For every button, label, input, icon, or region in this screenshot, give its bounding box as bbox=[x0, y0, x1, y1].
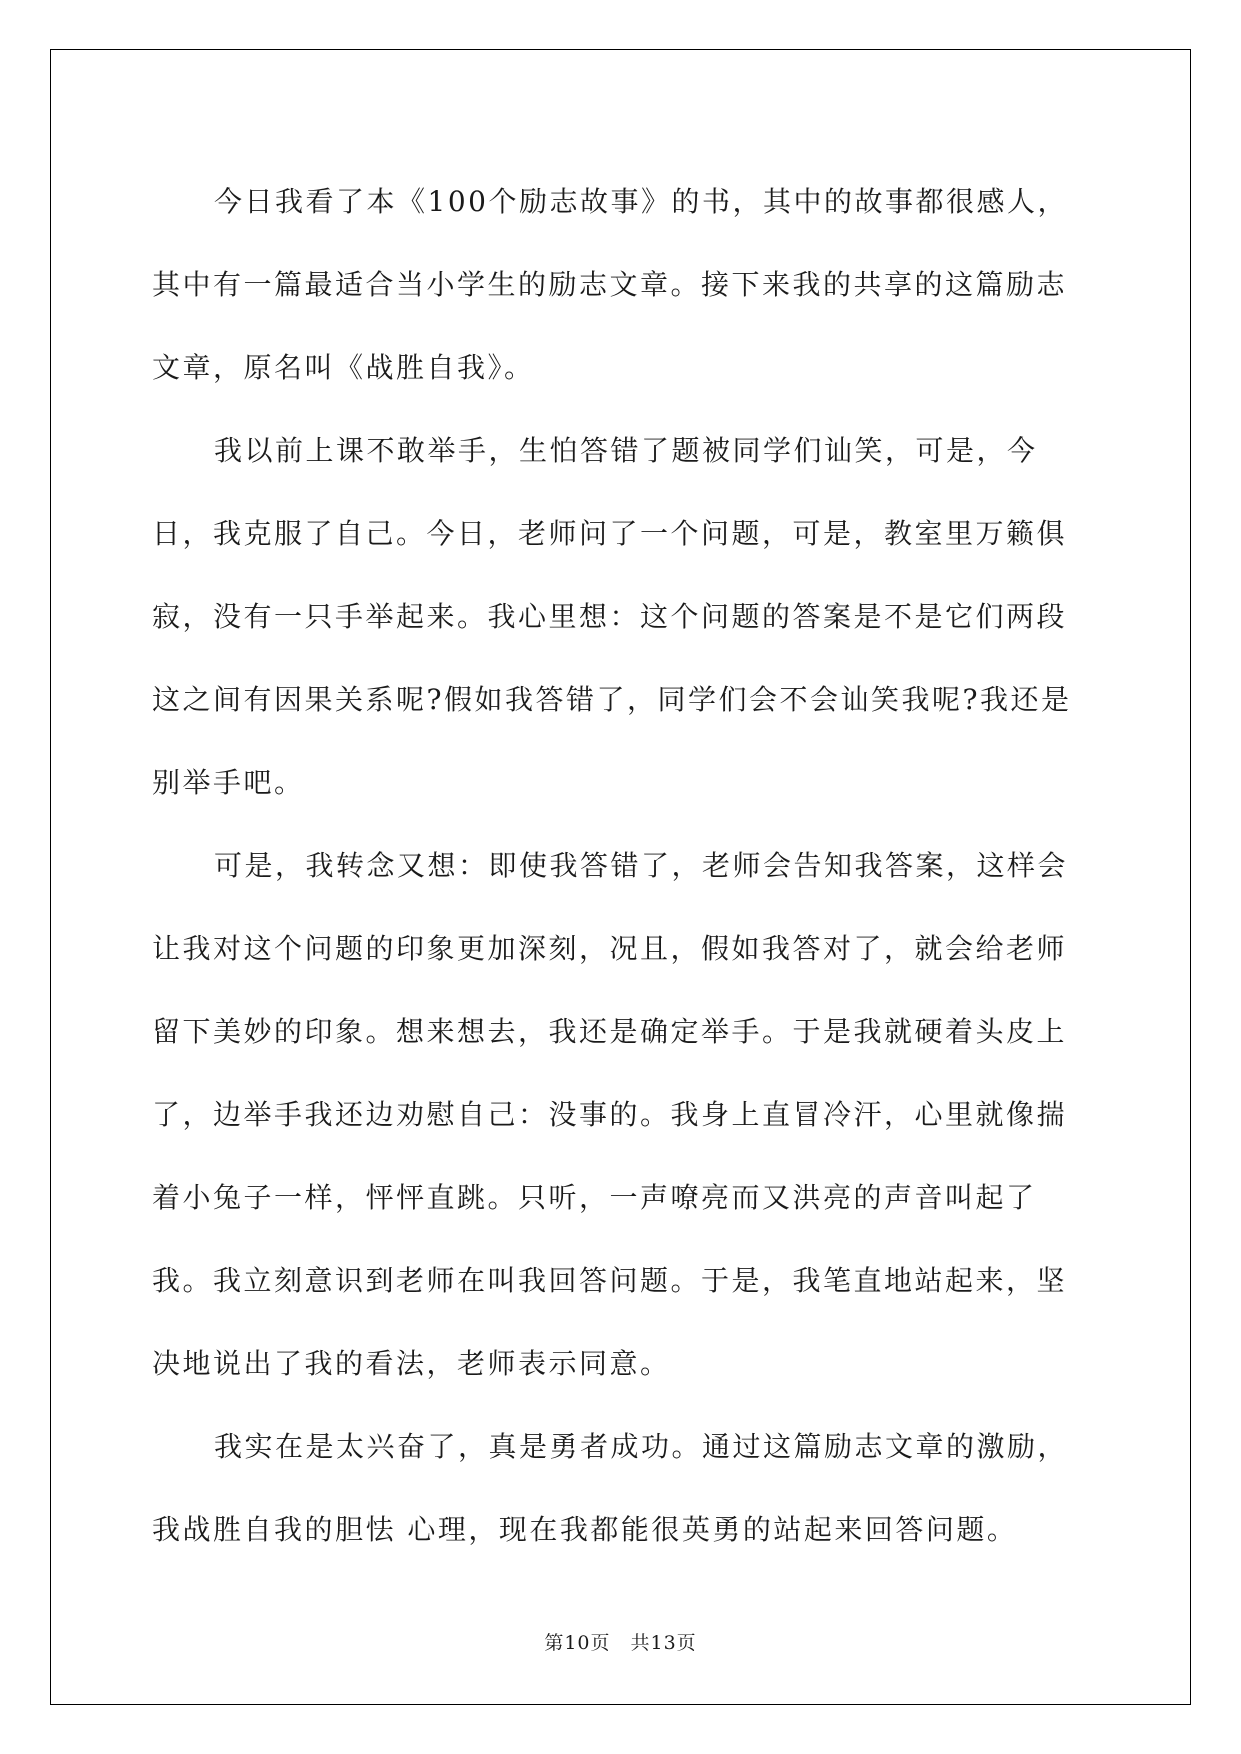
paragraph-2: 我以前上课不敢举手，生怕答错了题被同学们讪笑，可是，今日，我克服了自己。今日，老师问了一个问题，可是，教室里万籁俱寂，没有一只手举起来。我心里想：这个问题的答案是不是它们两段这之间有因果关系呢?假如我答错了，同学们会不会讪笑我呢?我还是别举手吧。 bbox=[152, 434, 1072, 799]
paragraph-1: 今日我看了本《100个励志故事》的书，其中的故事都很感人，其中有一篇最适合当小学生的励志文章。接下来我的共享的这篇励志文章，原名叫《战胜自我》。 bbox=[152, 185, 1068, 384]
page-number-label: 第10页 共13页 bbox=[544, 1632, 697, 1654]
page-footer bbox=[0, 1628, 1241, 1655]
paragraph-4: 我实在是太兴奋了，真是勇者成功。通过这篇励志文章的激励，我战胜自我的胆怯 心理，现在我都能很英勇的站起来回答问题。 bbox=[152, 1430, 1069, 1546]
document-body bbox=[152, 160, 1092, 1571]
paragraph-3: 可是，我转念又想：即使我答错了，老师会告知我答案，这样会让我对这个问题的印象更加深刻，况且，假如我答对了，就会给老师留下美妙的印象。想来想去，我还是确定举手。于是我就硬着头皮上了，边举手我还边劝慰自己：没事的。我身上直冒冷汗，心里就像揣着小兔子一样，怦怦直跳。只听，一声嘹亮而又洪亮的声音叫起了我。我立刻意识到老师在叫我回答问题。于是，我笔直地站起来，坚决地说出了我的看法，老师表示同意。 bbox=[152, 849, 1069, 1380]
